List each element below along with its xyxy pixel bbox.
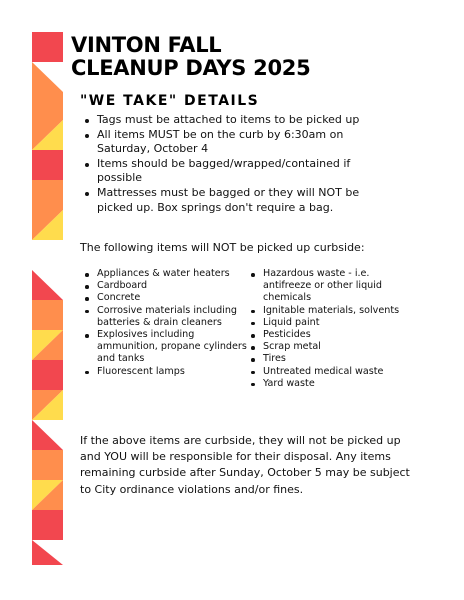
- we-take-item: Items should be bagged/wrapped/contained if possible: [84, 157, 384, 186]
- not-picked-up-item: Fluorescent lamps: [84, 366, 254, 378]
- page-title: [71, 34, 310, 80]
- not-picked-up-item: Explosives including ammunition, propane cylinders and tanks: [84, 329, 254, 366]
- we-take-item: Tags must be attached to items to be picked up: [84, 113, 384, 128]
- not-picked-up-item: Ignitable materials, solvents: [250, 305, 400, 317]
- decor-block: [32, 510, 63, 540]
- not-picked-up-item: Yard waste: [250, 378, 400, 390]
- we-take-list: [84, 113, 384, 215]
- not-picked-up-item: Corrosive materials including batteries & drain cleaners: [84, 305, 254, 329]
- decor-block: [32, 360, 63, 390]
- closing-notice: If the above items are curbside, they will not be picked up and YOU will be responsible for their disposal. Any items remaining curbside after Sunday, October 5 may be subject to City ordinance violations and/or fines.: [80, 434, 410, 496]
- not-picked-up-list-left: [84, 268, 254, 378]
- decor-triangle: [32, 270, 63, 300]
- decor-triangle: [32, 62, 63, 92]
- decor-triangle: [32, 420, 63, 450]
- not-picked-up-item: Concrete: [84, 292, 254, 304]
- decor-block: [32, 32, 63, 62]
- not-picked-up-item: Hazardous waste - i.e. antifreeze or other liquid chemicals: [250, 268, 400, 305]
- not-picked-up-item: Scrap metal: [250, 341, 400, 353]
- decor-block: [32, 92, 63, 120]
- not-picked-up-item: Tires: [250, 353, 400, 365]
- we-take-heading: "WE TAKE" DETAILS: [80, 93, 260, 109]
- decor-block: [32, 150, 63, 180]
- not-picked-up-list-right: [250, 268, 400, 390]
- not-picked-up-item: Liquid paint: [250, 317, 400, 329]
- not-picked-up-item: Untreated medical waste: [250, 366, 400, 378]
- not-picked-up-item: Pesticides: [250, 329, 400, 341]
- not-picked-up-item: Cardboard: [84, 280, 254, 292]
- decor-block: [32, 450, 63, 480]
- not-picked-up-intro: The following items will NOT be picked up curbside:: [80, 241, 365, 254]
- not-picked-up-item: Appliances & water heaters: [84, 268, 254, 280]
- decor-block: [32, 180, 63, 210]
- we-take-item: All items MUST be on the curb by 6:30am on Saturday, October 4: [84, 128, 384, 157]
- decorative-triangle-strip: [32, 0, 63, 600]
- title-line-2: CLEANUP DAYS 2025: [71, 56, 311, 80]
- title-line-1: VINTON FALL: [71, 33, 222, 57]
- decor-block: [32, 300, 63, 330]
- decor-triangle: [32, 540, 63, 565]
- we-take-item: Mattresses must be bagged or they will NOT be picked up. Box springs don't require a bag.: [84, 186, 384, 215]
